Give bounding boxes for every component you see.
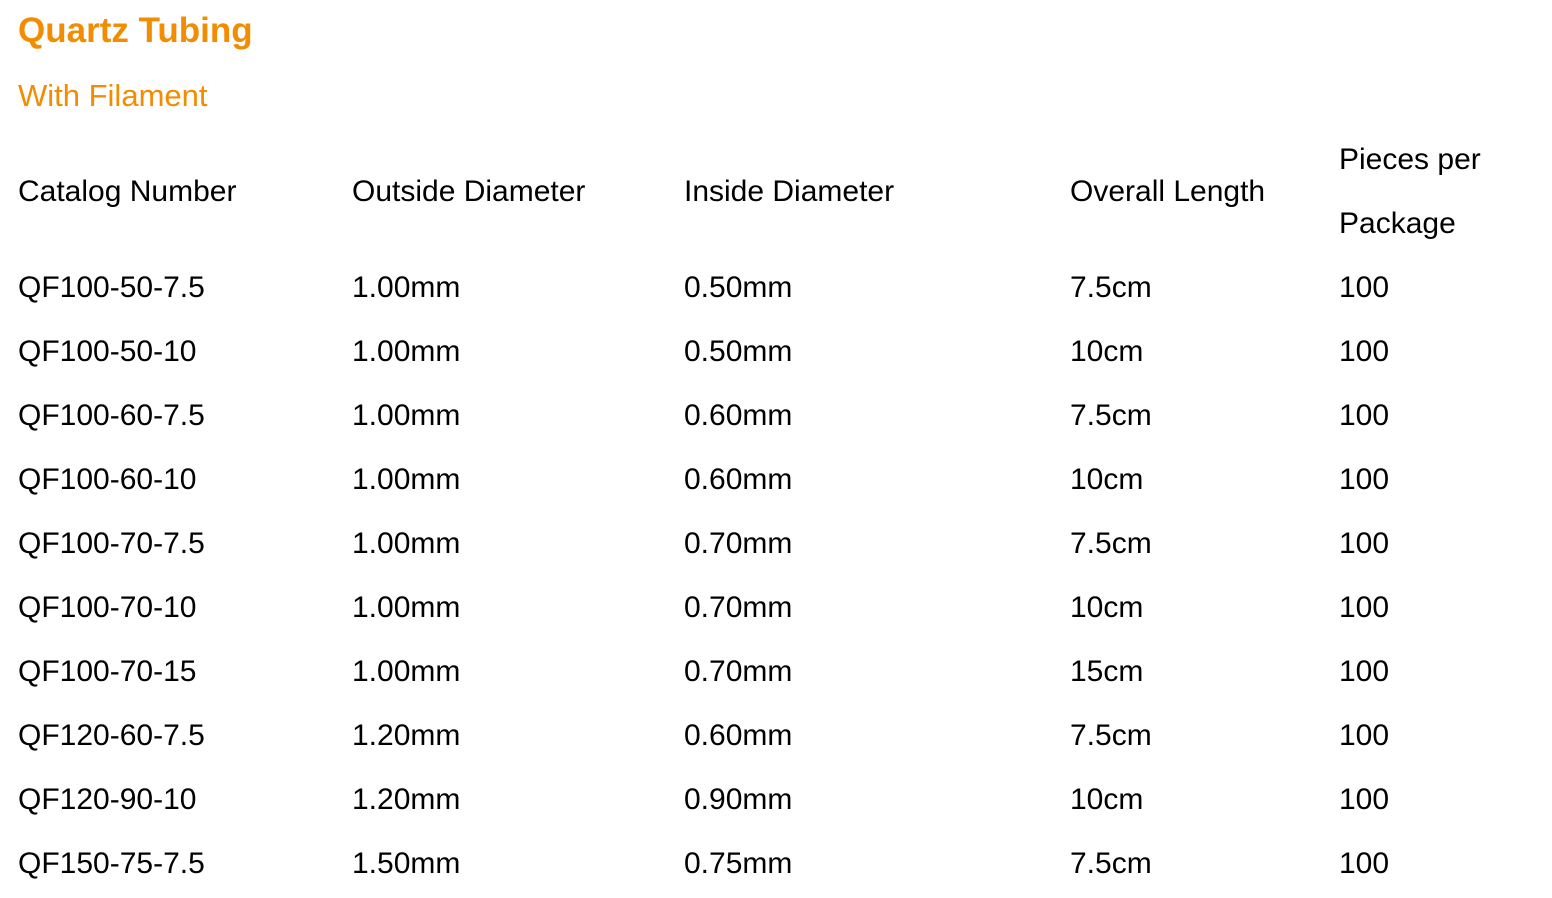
cell-overall-length: 7.5cm [1070,719,1152,752]
cell-inside-diameter: 0.90mm [684,783,793,816]
table-header-row [18,128,1538,256]
cell-pieces-per-package: 100 [1339,719,1390,752]
table-row [18,832,1538,896]
column-header-catalog-number: Catalog Number [18,175,237,208]
table-body [18,256,1538,896]
cell-inside-diameter: 0.70mm [684,655,793,688]
cell-catalog-number: QF100-50-7.5 [18,271,205,304]
cell-overall-length: 15cm [1070,655,1144,688]
cell-catalog-number: QF100-70-15 [18,655,197,688]
cell-outside-diameter: 1.20mm [352,783,461,816]
cell-inside-diameter: 0.70mm [684,527,793,560]
cell-catalog-number: QF100-60-7.5 [18,399,205,432]
cell-pieces-per-package: 100 [1339,527,1390,560]
column-header-overall-length: Overall Length [1070,175,1266,208]
cell-outside-diameter: 1.00mm [352,335,461,368]
cell-overall-length: 7.5cm [1070,399,1152,432]
cell-outside-diameter: 1.00mm [352,399,461,432]
page-title: Quartz Tubing [18,11,253,50]
table-row [18,704,1538,768]
column-header-outside-diameter: Outside Diameter [352,175,586,208]
table-row [18,512,1538,576]
cell-catalog-number: QF100-70-7.5 [18,527,205,560]
cell-outside-diameter: 1.00mm [352,655,461,688]
cell-outside-diameter: 1.00mm [352,527,461,560]
cell-inside-diameter: 0.50mm [684,335,793,368]
cell-inside-diameter: 0.75mm [684,847,793,880]
cell-pieces-per-package: 100 [1339,399,1390,432]
cell-catalog-number: QF150-75-7.5 [18,847,205,880]
cell-overall-length: 10cm [1070,335,1144,368]
cell-pieces-per-package: 100 [1339,463,1390,496]
cell-inside-diameter: 0.50mm [684,271,793,304]
table-row [18,640,1538,704]
cell-catalog-number: QF100-70-10 [18,591,197,624]
cell-inside-diameter: 0.60mm [684,719,793,752]
cell-pieces-per-package: 100 [1339,655,1390,688]
cell-overall-length: 7.5cm [1070,271,1152,304]
cell-outside-diameter: 1.20mm [352,719,461,752]
cell-pieces-per-package: 100 [1339,335,1390,368]
cell-pieces-per-package: 100 [1339,271,1390,304]
table-row [18,256,1538,320]
page-subtitle: With Filament [18,78,208,113]
product-page [18,0,1538,898]
cell-pieces-per-package: 100 [1339,591,1390,624]
table-row [18,576,1538,640]
product-spec-table [18,128,1538,896]
table-row [18,768,1538,832]
cell-overall-length: 7.5cm [1070,527,1152,560]
cell-overall-length: 10cm [1070,783,1144,816]
cell-overall-length: 10cm [1070,591,1144,624]
cell-catalog-number: QF120-90-10 [18,783,197,816]
cell-outside-diameter: 1.00mm [352,271,461,304]
cell-outside-diameter: 1.00mm [352,591,461,624]
table-row [18,320,1538,384]
cell-outside-diameter: 1.00mm [352,463,461,496]
column-header-inside-diameter: Inside Diameter [684,175,895,208]
cell-overall-length: 10cm [1070,463,1144,496]
cell-catalog-number: QF100-50-10 [18,335,197,368]
cell-catalog-number: QF100-60-10 [18,463,197,496]
cell-catalog-number: QF120-60-7.5 [18,719,205,752]
cell-pieces-per-package: 100 [1339,847,1390,880]
cell-overall-length: 7.5cm [1070,847,1152,880]
table-row [18,384,1538,448]
cell-pieces-per-package: 100 [1339,783,1390,816]
cell-inside-diameter: 0.60mm [684,463,793,496]
column-header-pieces-per-package: Pieces per Package [1339,143,1481,240]
cell-inside-diameter: 0.70mm [684,591,793,624]
table-row [18,448,1538,512]
cell-inside-diameter: 0.60mm [684,399,793,432]
cell-outside-diameter: 1.50mm [352,847,461,880]
